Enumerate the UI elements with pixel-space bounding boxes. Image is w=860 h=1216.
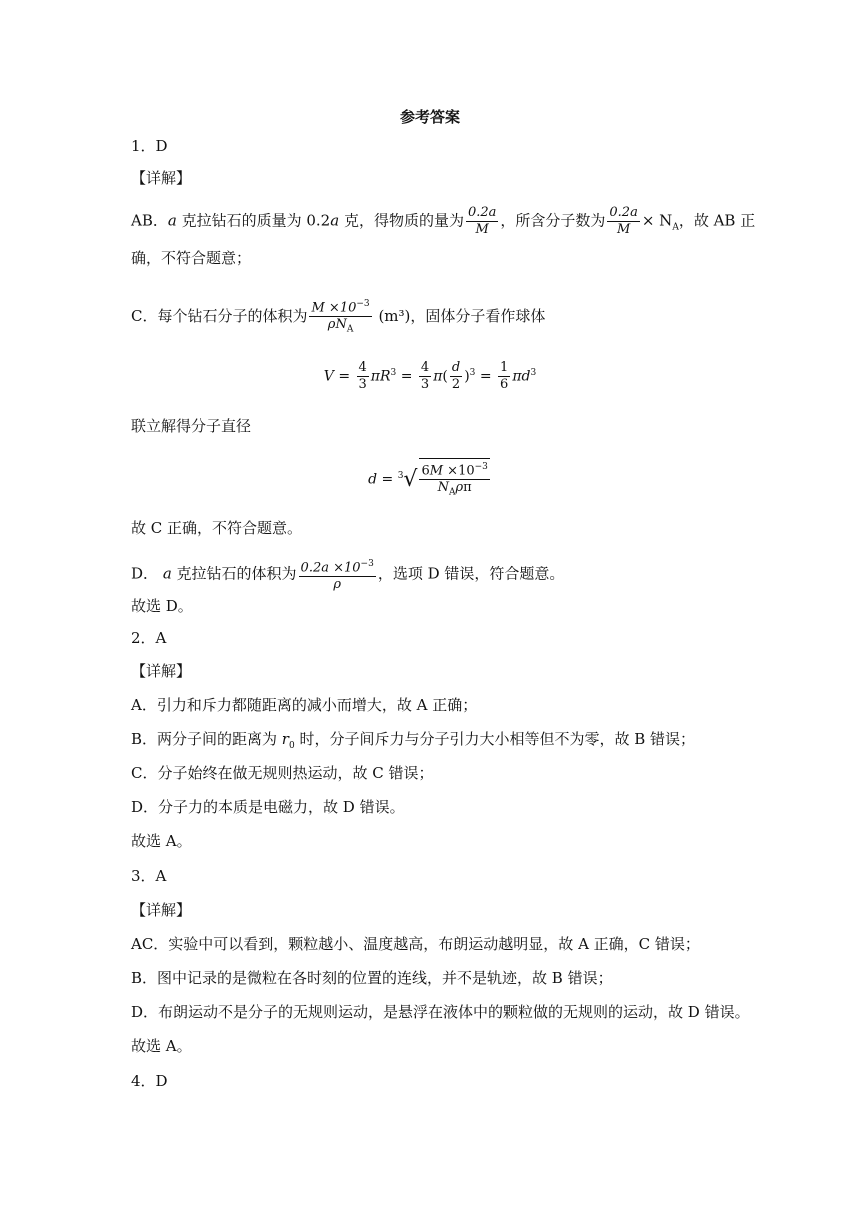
c-text: ，固体分子看作球体 (410, 306, 546, 325)
q2-detail-label: 【详解】 (131, 662, 192, 680)
q1-ab-line2: 确，不符合题意； (131, 249, 252, 267)
q3-answer: 3．A (131, 867, 167, 885)
q3-choose: 故选 A。 (131, 1037, 192, 1055)
q2-answer: 2．A (131, 629, 167, 647)
q1-answer: 1．D (131, 137, 168, 155)
d-text1: 克拉钻石的体积为 (171, 564, 297, 583)
q1-ab-line: AB．a 克拉钻石的质量为 0.2a 克，得物质的量为 $\frac{0.2a}{M}$ ，所含分子数为 $\frac{0.2a}{M}$ × $N_A$，故 AB 正 (131, 205, 756, 237)
fraction: $\frac{M \times 10^{-3}}{\rho N_A}$ (309, 296, 371, 338)
times-n: × N (641, 211, 673, 230)
q1-detail-label: 【详解】 (131, 169, 192, 187)
q2-d: D．分子力的本质是电磁力，故 D 错误。 (131, 798, 405, 816)
q3-b: B．图中记录的是微粒在各时刻的位置的连线，并不是轨迹，故 B 错误； (131, 969, 613, 987)
var-a: a (167, 211, 177, 230)
ab-text1: 克拉钻石的质量为 0.2 (176, 211, 331, 230)
unit: (m³) (378, 306, 411, 325)
var-a: a (162, 564, 172, 583)
ab-text2: 克，得物质的量为 (339, 211, 464, 230)
q2-choose: 故选 A。 (131, 832, 192, 850)
c-prefix: C．每个钻石分子的体积为 (131, 306, 308, 325)
q1-c-line (131, 296, 545, 338)
q2-b: B．两分子间的距离为 $r_0$ 时，分子间斥力与分子引力大小相等但不为零，故 B 错误； (131, 730, 696, 751)
joint-solve: 联立解得分子直径 (131, 417, 252, 435)
fraction: $\frac{0.2a \times 10^{-3}}{\rho}$ (299, 556, 376, 593)
page-title: 参考答案 (399, 108, 460, 126)
formula-diameter: d = $^3$√ $\frac{6M \times 10^{-3}}{N_A\rho\pi}$ (0, 458, 860, 501)
ab-text3: ，所含分子数为 (500, 211, 606, 230)
ab-text4: ，故 AB 正 (678, 211, 756, 230)
q1-choose: 故选 D。 (131, 597, 193, 615)
q2-c: C．分子始终在做无规则热运动，故 C 错误； (131, 764, 434, 782)
formula-volume: V = $\frac{4}{3}$ $\pi R^3$ = $\frac{4}{3}$ π( $\frac{d}{2}$ )$^3$ = $\frac{1}{6}$ $\pi d^3$ (323, 360, 537, 392)
ab-prefix: AB． (131, 211, 168, 230)
q1-d-line (131, 556, 564, 593)
fraction: $\frac{0.2a}{M}$ (467, 205, 497, 237)
q3-d: D．布朗运动不是分子的无规则运动，是悬浮在液体中的颗粒做的无规则的运动，故 D 错误。 (131, 1003, 750, 1021)
q3-ac: AC．实验中可以看到，颗粒越小、温度越高，布朗运动越明显，故 A 正确，C 错误； (131, 935, 700, 953)
d-text2: ，选项 D 错误，符合题意。 (377, 564, 565, 583)
d-prefix: D． (131, 564, 159, 583)
q4-answer: 4．D (131, 1072, 168, 1090)
q2-a: A．引力和斥力都随距离的减小而增大，故 A 正确； (131, 696, 478, 714)
q3-detail-label: 【详解】 (131, 901, 192, 919)
q1-c-conclusion: 故 C 正确，不符合题意。 (131, 519, 303, 537)
fraction: $\frac{0.2a}{M}$ (609, 205, 638, 237)
